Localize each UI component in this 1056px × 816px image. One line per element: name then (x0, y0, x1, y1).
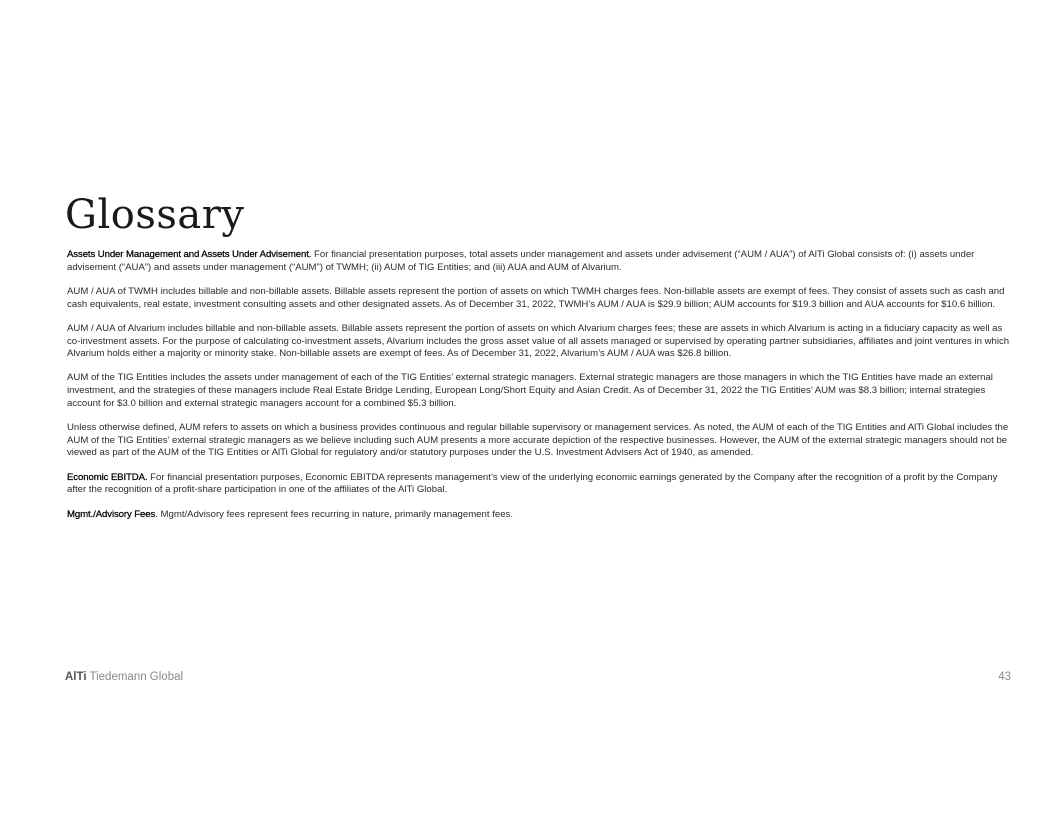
page-title: Glossary (65, 192, 245, 238)
glossary-definition: Unless otherwise defined, AUM refers to assets on which a business provides continuous and regular billable supervisory or management services. As noted, the AUM of each of the TIG Entities and AlTi Global includes the AUM of the TIG Entities’ external strategic managers as we believe including such AUM presents a more accurate depiction of the respective businesses. However, the AUM of the external strategic managers should not be viewed as part of the AUM of the TIG Entities or AlTi Global for regulatory and/or statutory purposes under the U.S. Investment Advisers Act of 1940, as amended. (67, 422, 1009, 459)
glossary-entry-aum-aua (67, 249, 1013, 274)
glossary-paragraph-tig (67, 372, 1013, 410)
brand-name-strong: AlTi (65, 671, 87, 683)
glossary-entry-economic-ebitda (67, 472, 1013, 497)
glossary-entry-mgmt-fees (67, 509, 1013, 522)
footer-brand-logo (65, 671, 183, 683)
glossary-paragraph-alvarium (67, 323, 1013, 361)
glossary-definition: For financial presentation purposes, Economic EBITDA represents management’s view of the underlying economic earnings generated by the Company after the recognition of a profit by the Company after the recognition of a profit-share participation in one of the affiliates of the AlTi Global. (67, 471, 998, 496)
glossary-definition: For financial presentation purposes, total assets under management and assets under advisement (“AUM / AUA”) of AlTi Global consists of: (i) assets under advisement (“AUA”) and assets under management (“AUM”) of TWMH; (ii) AUM of TIG Entities; and (iii) AUA and AUM of Alvarium. (67, 249, 975, 273)
glossary-paragraph-twmh (67, 286, 1013, 311)
page-number: 43 (998, 671, 1011, 683)
glossary-definition: AUM / AUA of Alvarium includes billable and non-billable assets. Billable assets represent the portion of assets on which Alvarium charges fees; these are assets in which Alvarium is acting in a fiduciary capacity as well as co-investment assets. For the purpose of calculating co-investment assets, Alvarium includes the gross asset value of all assets managed or supervised by operating partner subsidiaries, affiliates and joint ventures in which Alvarium holds either a majority or minority stake. Non-billable assets are exempt of fees. As of December 31, 2022, Alvarium’s AUM / AUA was $26.8 billion. (67, 322, 1010, 360)
glossary-paragraph-aum-definition (67, 422, 1013, 460)
glossary-term: Assets Under Management and Assets Under Advisement. (67, 249, 312, 260)
glossary-definition: AUM / AUA of TWMH includes billable and non-billable assets. Billable assets represent the portion of assets on which TWMH charges fees. Non-billable assets are exempt of fees. They consist of assets such as cash and cash equivalents, real estate, investment consulting assets and other designated assets. As of December 31, 2022, TWMH’s AUM / AUA is $29.9 billion; AUM accounts for $19.3 billion and AUA accounts for $10.6 billion. (67, 285, 1005, 310)
glossary-term: Economic EBITDA. (67, 471, 148, 483)
glossary-term: Mgmt./Advisory Fees (67, 508, 156, 520)
glossary-body (67, 249, 1013, 533)
glossary-definition: . Mgmt/Advisory fees represent fees recurring in nature, primarily management fees. (155, 508, 513, 520)
brand-name-rest: Tiedemann Global (86, 671, 184, 683)
glossary-definition: AUM of the TIG Entities includes the assets under management of each of the TIG Entities’ external strategic managers. External strategic managers are those managers in which the TIG Entities have made an external investment, and the strategies of these managers include Real Estate Bridge Lending, European Long/Short Equity and Asian Credit. As of December 31, 2022 the TIG Entities’ AUM was $8.3 billion; internal strategies account for $3.0 billion and external strategic managers account for a combined $5.3 billion. (67, 372, 993, 409)
